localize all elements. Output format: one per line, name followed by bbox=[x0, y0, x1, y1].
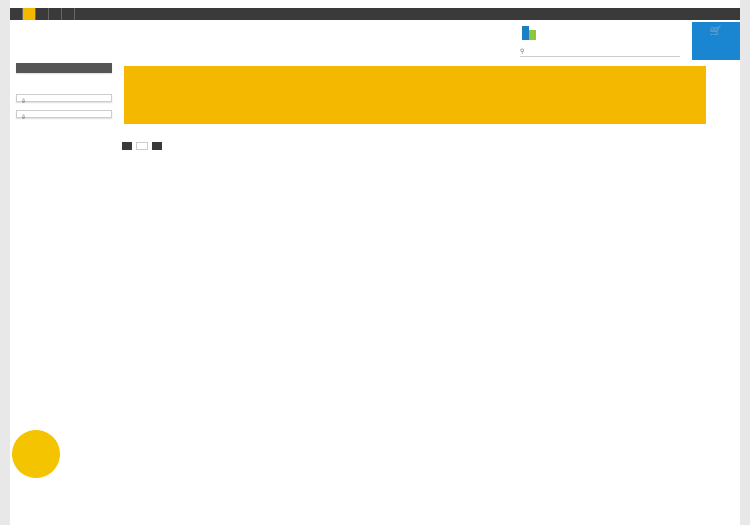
cart-widget[interactable] bbox=[692, 22, 740, 60]
cart-icon: 🛒 bbox=[709, 26, 723, 37]
top-nav bbox=[10, 8, 740, 20]
nav-products[interactable] bbox=[23, 8, 36, 20]
nav-home[interactable] bbox=[10, 8, 23, 20]
download-arrow-icon: ⇩ bbox=[21, 98, 27, 105]
download-full-catalogue[interactable] bbox=[16, 110, 112, 121]
sidebar-item-shower-screens[interactable] bbox=[16, 63, 112, 73]
search-icon[interactable]: ⚲ bbox=[520, 49, 525, 55]
nav-contact[interactable] bbox=[36, 8, 49, 20]
next-page-button[interactable] bbox=[152, 142, 162, 150]
download-arrow-icon: ⇩ bbox=[21, 114, 27, 121]
sidebar bbox=[16, 63, 112, 121]
page-indicator bbox=[136, 142, 148, 150]
download-shower-catalogue[interactable] bbox=[16, 94, 112, 105]
prev-page-button[interactable] bbox=[122, 142, 132, 150]
email-us-button[interactable] bbox=[12, 430, 60, 478]
nav-cart[interactable] bbox=[62, 8, 75, 20]
nav-sale[interactable] bbox=[49, 8, 62, 20]
site-logo[interactable] bbox=[522, 26, 539, 40]
search-input[interactable] bbox=[527, 49, 667, 55]
intro-banner bbox=[124, 66, 706, 124]
search-box bbox=[520, 47, 680, 57]
page bbox=[10, 0, 740, 525]
logo-mark-icon bbox=[522, 26, 536, 40]
pagination bbox=[122, 142, 162, 150]
